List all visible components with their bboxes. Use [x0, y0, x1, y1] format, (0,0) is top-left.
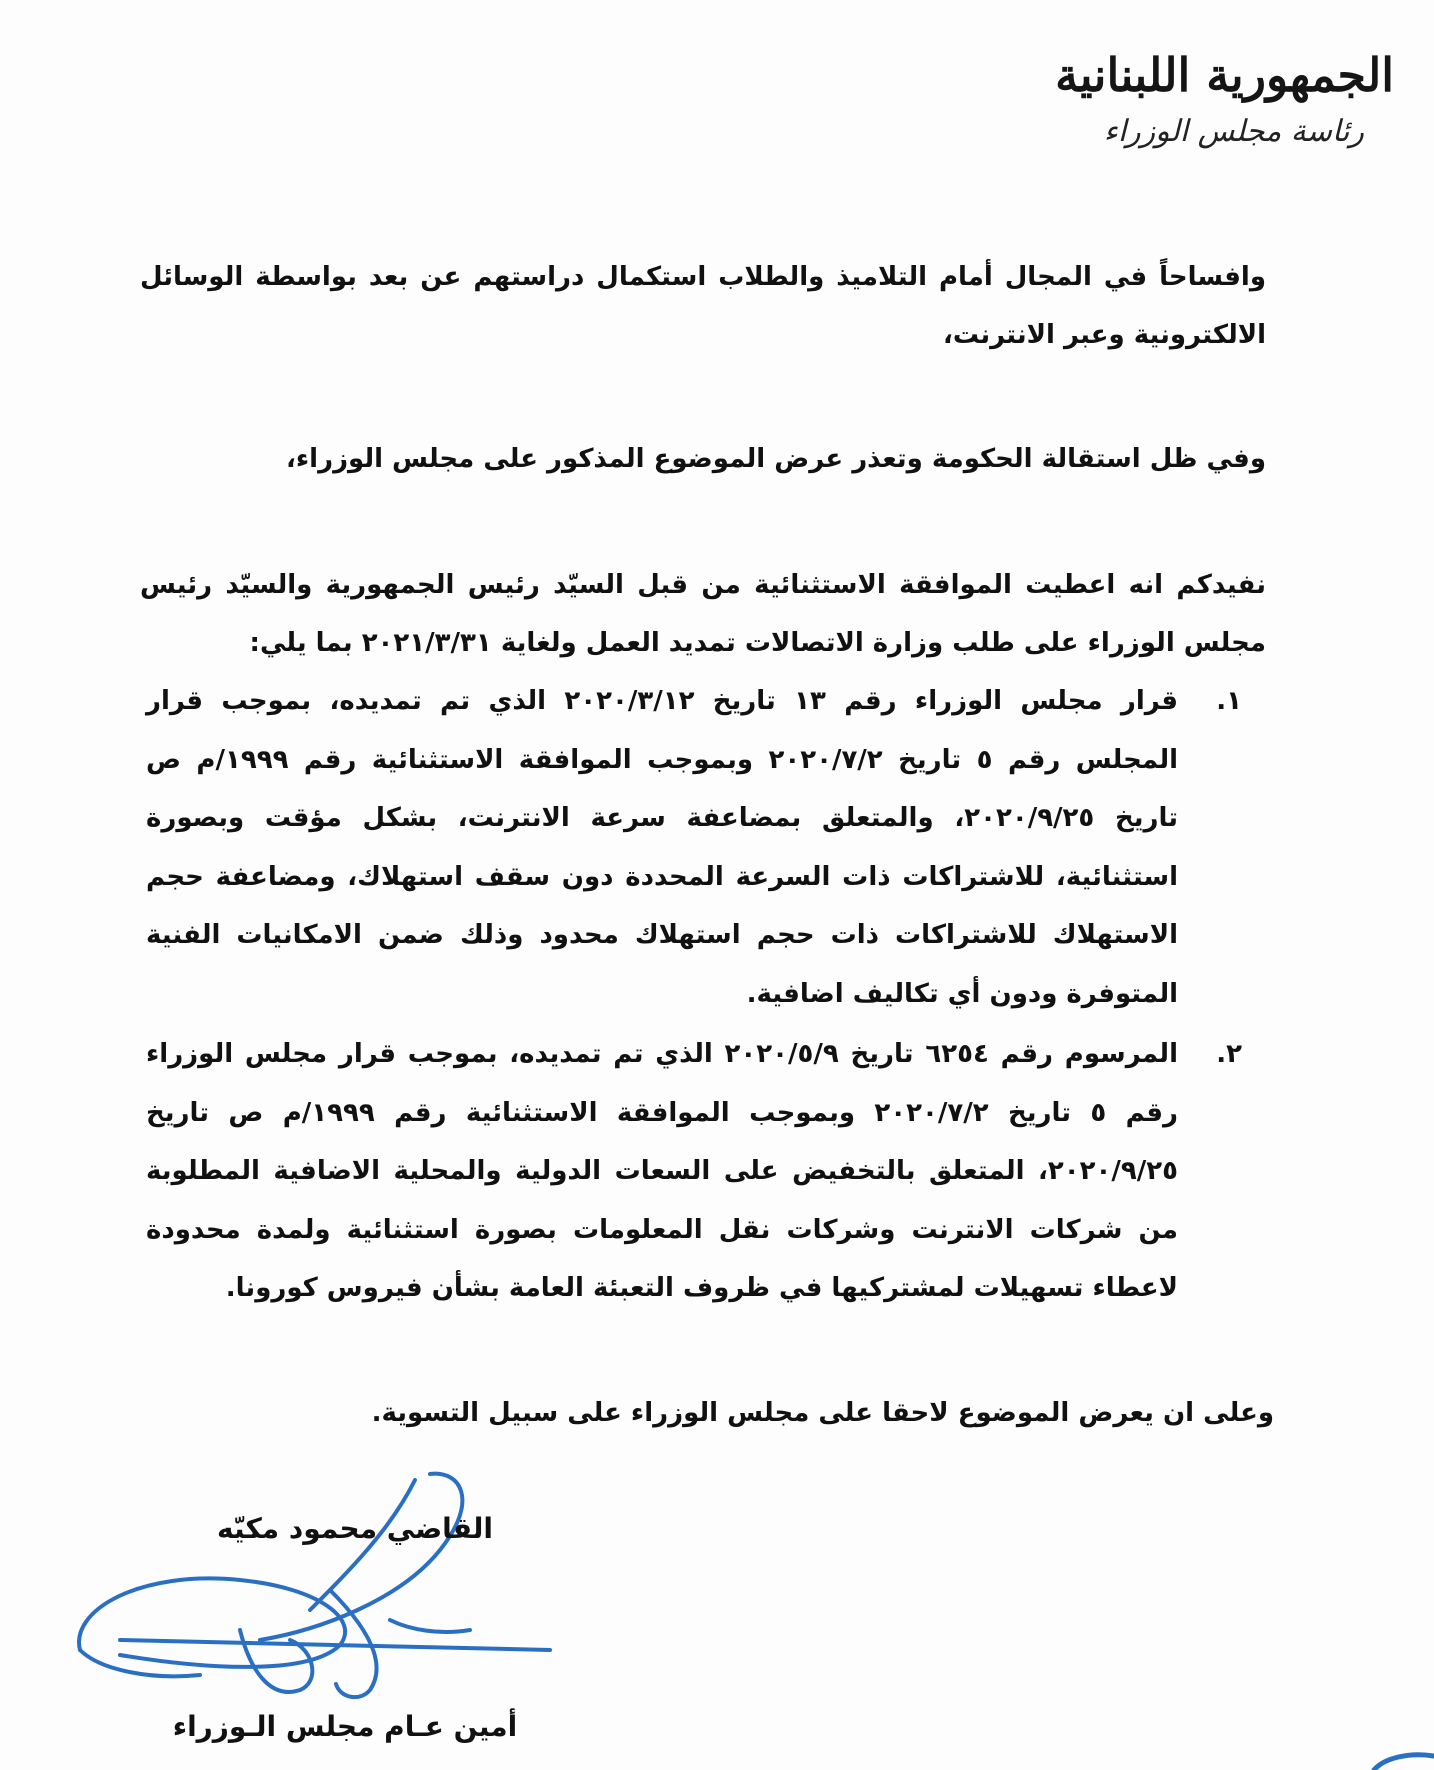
- paragraph-distance-learning: وافساحاً في المجال أمام التلاميذ والطلاب استكمال دراستهم عن بعد بواسطة الوسائل الالكترونية وعبر الانترنت،: [140, 262, 1266, 350]
- paragraph-government-resignation: وفي ظل استقالة الحكومة وتعذر عرض الموضوع المذكور على مجلس الوزراء،: [286, 444, 1266, 474]
- paragraph-closing: وعلى ان يعرض الموضوع لاحقا على مجلس الوزراء على سبيل التسوية.: [371, 1398, 1274, 1428]
- letterhead: [1034, 40, 1394, 154]
- letterhead-country: الجمهورية اللبنانية: [1055, 48, 1394, 102]
- list-item-text: المرسوم رقم ٦٢٥٤ تاريخ ٢٠٢٠/٥/٩ الذي تم تمديده، بموجب قرار مجلس الوزراء رقم ٥ تاريخ ٢٠٢٠/٧/٢ وبموجب الموافقة الاستثنائية رقم ١٩٩٩/م ص تاريخ ٢٠٢٠/٩/٢٥، المتعلق بالتخفيض على السعات الدولية والمحلية الاضافية المطلوبة من شركات الانترنت وشركات نقل المعلومات بصورة استثنائية ولمدة محدودة لاعطاء تسهيلات لمشتركيها في ظروف التعبئة العامة بشأن فيروس كورونا.: [146, 1039, 1178, 1303]
- list-item-decision-13: [146, 672, 1266, 1023]
- letterhead-office: رئاسة مجلس الوزراء: [1103, 114, 1364, 149]
- list-item-decree-6254: [146, 1025, 1266, 1318]
- list-item-number: ٢.: [1216, 1039, 1242, 1069]
- signer-name: القاضي محمود مكيّه: [217, 1512, 493, 1545]
- list-item-text: قرار مجلس الوزراء رقم ١٣ تاريخ ٢٠٢٠/٣/١٢ الذي تم تمديده، بموجب قرار المجلس رقم ٥ تاريخ ٢٠٢٠/٧/٢ وبموجب الموافقة الاستثنائية رقم ١٩٩٩/م ص تاريخ ٢٠٢٠/٩/٢٥، والمتعلق بمضاعفة سرعة الانترنت، بشكل مؤقت وبصورة استثنائية، للاشتراكات ذات السرعة المحددة دون سقف استهلاك، ومضاعفة حجم الاستهلاك للاشتراكات ذات حجم استهلاك محدود وذلك ضمن الامكانيات الفنية المتوفرة ودون أي تكاليف اضافية.: [146, 686, 1179, 1009]
- signer-title: أمين عـام مجلس الـوزراء: [172, 1710, 518, 1743]
- paragraph-approval-notice: نفيدكم انه اعطيت الموافقة الاستثنائية من قبل السيّد رئيس الجمهورية والسيّد رئيس مجلس الوزراء على طلب وزارة الاتصالات تمديد العمل ولغاية ٢٠٢١/٣/٣١ بما يلي:: [140, 570, 1266, 658]
- handwritten-signature: [60, 1470, 580, 1710]
- corner-fragment: [1364, 1750, 1434, 1770]
- list-item-number: ١.: [1216, 686, 1242, 716]
